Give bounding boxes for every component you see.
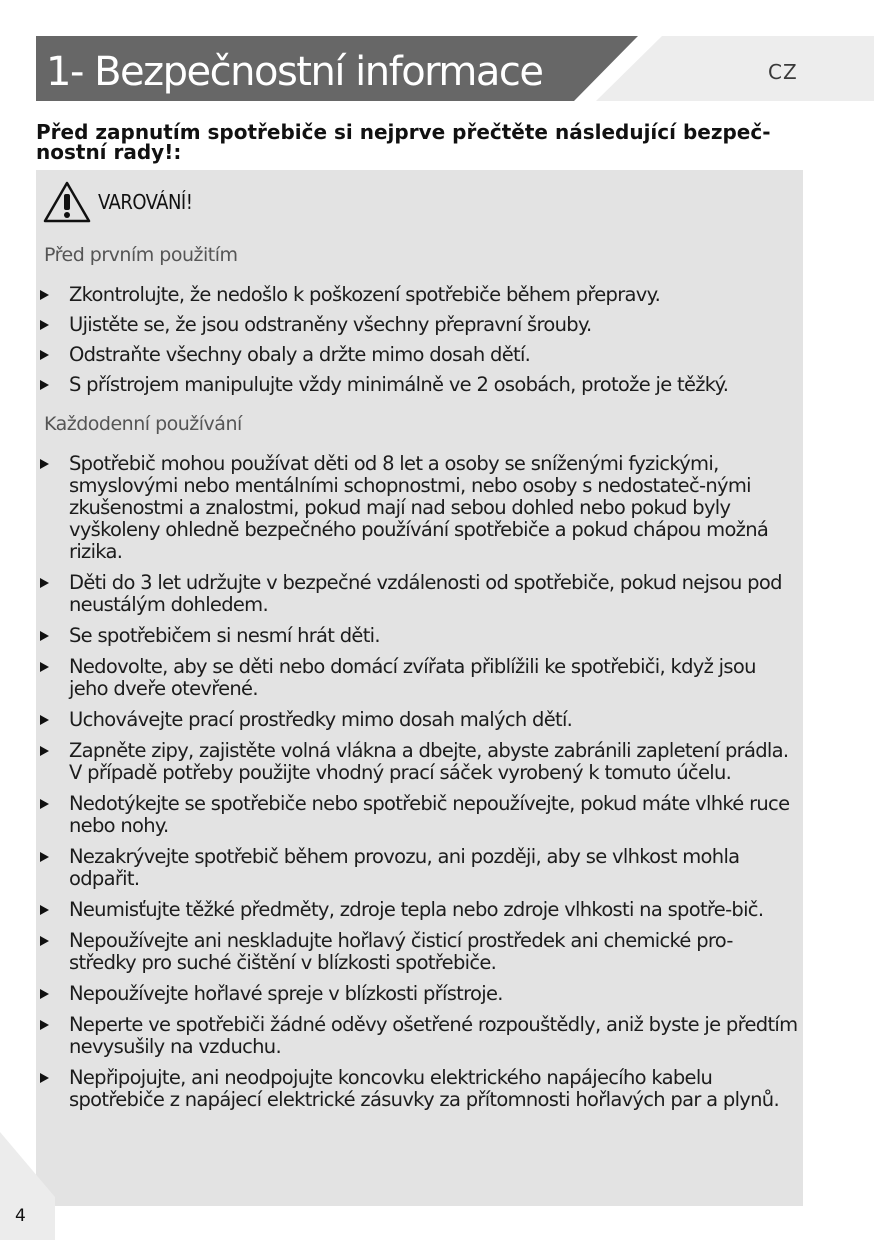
bullet-triangle-icon <box>40 905 49 915</box>
bullet-triangle-icon <box>40 290 49 300</box>
list-item-text: Neumisťujte těžké předměty, zdroje tepla nebo zdroje vlhkosti na spotře-bič. <box>69 898 764 921</box>
list-item <box>36 793 803 837</box>
list-item <box>36 625 803 647</box>
list-item-text: Nedotýkejte se spotřebiče nebo spotřebič nepoužívejte, pokud máte vlhké ruce nebo nohy. <box>69 792 790 837</box>
bullet-triangle-icon <box>40 746 49 756</box>
language-code: CZ <box>768 60 798 84</box>
first-use-list <box>36 284 803 396</box>
list-item <box>36 740 803 784</box>
warning-icon <box>42 180 92 224</box>
bullet-triangle-icon <box>40 1020 49 1030</box>
list-item-text: Odstraňte všechny obaly a držte mimo dosah dětí. <box>69 343 531 366</box>
list-item <box>36 284 803 306</box>
page-title: 1- Bezpečnostní informace <box>46 49 543 95</box>
list-item <box>36 930 803 974</box>
list-item-text: Neperte ve spotřebiči žádné oděvy ošetřené rozpouštědly, aniž byste je předtím nevysušily na vzduchu. <box>69 1013 798 1058</box>
list-item-text: Nepřipojujte, ani neodpojujte koncovku elektrického napájecího kabelu spotřebiče z napájecí elektrické zásuvky za přítomnosti hořlavých par a plynů. <box>69 1066 779 1111</box>
list-item-text: Spotřebič mohou používat děti od 8 let a osoby se sníženými fyzickými, smyslovými nebo mentálními schopnostmi, nebo osoby s nedostateč-nými zkušenostmi a znalostmi, pokud mají nad sebou dohled nebo pokud byly vyškoleny ohledně bezpečného používání spotřebiče a pokud chápou možná rizika. <box>69 452 769 563</box>
list-item-text: Zapněte zipy, zajistěte volná vlákna a dbejte, abyste zabránili zapletení prádla. V případě potřeby použijte vhodný prací sáček vyrobený k tomuto účelu. <box>69 739 789 784</box>
list-item-text: Nedovolte, aby se děti nebo domácí zvířata přiblížili ke spotřebiči, když jsou jeho dveře otevřené. <box>69 655 756 700</box>
list-item <box>36 374 803 396</box>
list-item-text: S přístrojem manipulujte vždy minimálně ve 2 osobách, protože je těžký. <box>69 373 729 396</box>
list-item-text: Ujistěte se, že jsou odstraněny všechny přepravní šrouby. <box>69 313 592 336</box>
bullet-triangle-icon <box>40 631 49 641</box>
bullet-triangle-icon <box>40 380 49 390</box>
bullet-triangle-icon <box>40 989 49 999</box>
list-item <box>36 453 803 563</box>
list-item-text: Nepoužívejte ani neskladujte hořlavý čisticí prostředek ani chemické pro-středky pro suché čištění v blízkosti spotřebiče. <box>69 929 733 974</box>
warning-heading <box>42 180 192 224</box>
bullet-triangle-icon <box>40 1073 49 1083</box>
list-item <box>36 1067 803 1111</box>
list-item <box>36 572 803 616</box>
list-item <box>36 1014 803 1058</box>
list-item-text: Děti do 3 let udržujte v bezpečné vzdálenosti od spotřebiče, pokud nejsou pod neustálým dohledem. <box>69 571 782 616</box>
section-heading-first-use: Před prvním použitím <box>44 244 238 266</box>
list-item <box>36 983 803 1005</box>
bullet-triangle-icon <box>40 662 49 672</box>
bullet-triangle-icon <box>40 350 49 360</box>
bullet-triangle-icon <box>40 715 49 725</box>
list-item <box>36 899 803 921</box>
list-item <box>36 709 803 731</box>
list-item <box>36 344 803 366</box>
list-item <box>36 846 803 890</box>
page-number: 4 <box>15 1206 26 1226</box>
bullet-triangle-icon <box>40 578 49 588</box>
safety-panel <box>36 170 803 1206</box>
bullet-triangle-icon <box>40 852 49 862</box>
list-item-text: Nezakrývejte spotřebič během provozu, ani později, aby se vlhkost mohla odpařit. <box>69 845 740 890</box>
list-item <box>36 656 803 700</box>
list-item <box>36 314 803 336</box>
daily-use-list <box>36 453 803 1111</box>
bullet-triangle-icon <box>40 936 49 946</box>
page-corner-decoration <box>0 1132 60 1240</box>
warning-label: VAROVÁNÍ! <box>98 190 193 214</box>
list-item-text: Uchovávejte prací prostředky mimo dosah malých dětí. <box>69 708 573 731</box>
bullet-triangle-icon <box>40 320 49 330</box>
bullet-triangle-icon <box>40 799 49 809</box>
section-heading-daily-use: Každodenní používání <box>44 413 242 435</box>
list-item-text: Zkontrolujte, že nedošlo k poškození spotřebiče během přepravy. <box>69 283 661 306</box>
bullet-triangle-icon <box>40 459 49 469</box>
list-item-text: Se spotřebičem si nesmí hrát děti. <box>69 624 380 647</box>
intro-text: Před zapnutím spotřebiče si nejprve přečtěte následující bezpeč-nostní rady!: <box>36 120 771 164</box>
list-item-text: Nepoužívejte hořlavé spreje v blízkosti přístroje. <box>69 982 503 1005</box>
